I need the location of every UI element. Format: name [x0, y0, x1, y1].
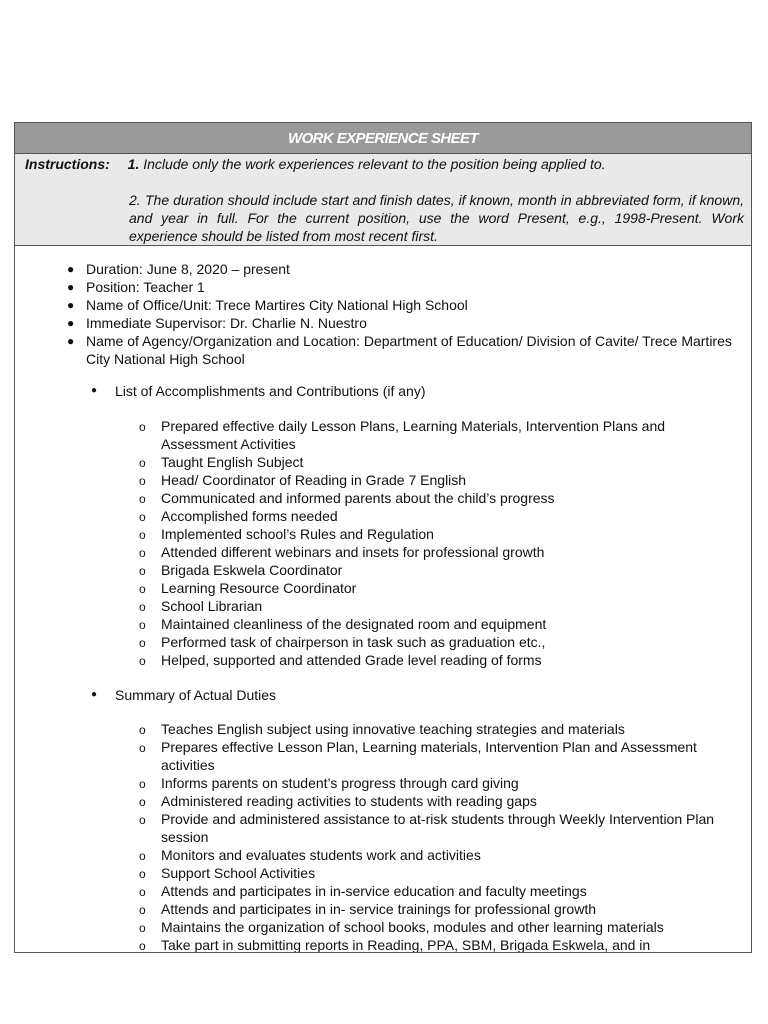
- detail-text: Name of Agency/Organization and Location: Department of Education/ Division of Cavite/ Trece Martires City National High School: [86, 333, 732, 367]
- list-item-text: Administered reading activities to students with reading gaps: [161, 793, 537, 809]
- bullet-icon: ●: [67, 280, 75, 294]
- circle-bullet-icon: o: [139, 849, 146, 863]
- accomplishments-heading: [15, 382, 751, 400]
- list-item: [15, 882, 751, 900]
- detail-duration: [15, 260, 751, 278]
- duties-list: [15, 720, 751, 953]
- instruction-1-text: Include only the work experiences relevant to the position being applied to.: [143, 156, 606, 172]
- circle-bullet-icon: o: [139, 795, 146, 809]
- circle-bullet-icon: o: [139, 903, 146, 917]
- list-item-text: Performed task of chairperson in task such as graduation etc.,: [161, 634, 546, 650]
- detail-text: Duration: June 8, 2020 – present: [86, 261, 290, 277]
- list-item-text: Monitors and evaluates students work and activities: [161, 847, 481, 863]
- circle-bullet-icon: o: [139, 885, 146, 899]
- list-item: [15, 846, 751, 864]
- detail-supervisor: [15, 314, 751, 332]
- duties-heading-text: Summary of Actual Duties: [115, 687, 277, 703]
- circle-bullet-icon: o: [139, 492, 146, 506]
- list-item-text: Maintains the organization of school books, modules and other learning materials: [161, 919, 664, 935]
- bullet-icon: ●: [91, 385, 98, 396]
- circle-bullet-icon: o: [139, 939, 146, 953]
- detail-agency: [15, 332, 751, 368]
- list-item: [15, 792, 751, 810]
- detail-text: Position: Teacher 1: [86, 279, 205, 295]
- circle-bullet-icon: o: [139, 564, 146, 578]
- bullet-icon: ●: [91, 689, 98, 700]
- list-item-text: Attends and participates in in- service trainings for professional growth: [161, 901, 596, 917]
- circle-bullet-icon: o: [139, 654, 146, 668]
- instruction-1: [25, 155, 606, 173]
- circle-bullet-icon: o: [139, 420, 146, 434]
- circle-bullet-icon: o: [139, 618, 146, 632]
- circle-bullet-icon: o: [139, 921, 146, 935]
- instruction-2-number: 2.: [129, 192, 141, 208]
- circle-bullet-icon: o: [139, 510, 146, 524]
- list-item-text: Learning Resource Coordinator: [161, 580, 357, 596]
- list-item: [15, 864, 751, 882]
- detail-position: [15, 278, 751, 296]
- list-item-text: Prepared effective daily Lesson Plans, Learning Materials, Intervention Plans and Assessment Activities: [161, 418, 666, 452]
- list-item-text: Implemented school’s Rules and Regulation: [161, 526, 434, 542]
- list-item: [15, 615, 751, 633]
- circle-bullet-icon: o: [139, 723, 146, 737]
- circle-bullet-icon: o: [139, 456, 146, 470]
- list-item: [15, 918, 751, 936]
- list-item: [15, 720, 751, 738]
- circle-bullet-icon: o: [139, 777, 146, 791]
- list-item: [15, 738, 751, 774]
- instruction-1-number: 1.: [127, 156, 140, 172]
- list-item-text: Teaches English subject using innovative teaching strategies and materials: [161, 721, 625, 737]
- list-item-text: Attended different webinars and insets for professional growth: [161, 544, 545, 560]
- list-item-text: Prepares effective Lesson Plan, Learning materials, Intervention Plan and Assessment activities: [161, 739, 697, 773]
- circle-bullet-icon: o: [139, 636, 146, 650]
- list-item: [15, 810, 751, 846]
- list-item: [15, 900, 751, 918]
- list-item-text: Accomplished forms needed: [161, 508, 338, 524]
- detail-text: Immediate Supervisor: Dr. Charlie N. Nuestro: [86, 315, 367, 331]
- list-item-text: Taught English Subject: [161, 454, 304, 470]
- accomplishments-list: [15, 417, 751, 669]
- list-item: [15, 507, 751, 525]
- instructions-box: [15, 154, 751, 246]
- list-item: [15, 453, 751, 471]
- bullet-icon: ●: [67, 262, 75, 276]
- list-item-text: Informs parents on student’s progress through card giving: [161, 775, 519, 791]
- list-item-text: Maintained cleanliness of the designated room and equipment: [161, 616, 547, 632]
- list-item-text: Helped, supported and attended Grade level reading of forms: [161, 652, 542, 668]
- list-item: [15, 561, 751, 579]
- list-item-text: School Librarian: [161, 598, 263, 614]
- list-item-text: Take part in submitting reports in Reading, PPA, SBM, Brigada Eskwela, and in: [161, 937, 651, 953]
- list-item: [15, 936, 751, 953]
- list-item-text: Head/ Coordinator of Reading in Grade 7 English: [161, 472, 467, 488]
- list-item: [15, 633, 751, 651]
- circle-bullet-icon: o: [139, 867, 146, 881]
- list-item-text: Support School Activities: [161, 865, 316, 881]
- circle-bullet-icon: o: [139, 528, 146, 542]
- instruction-2-text: The duration should include start and finish dates, if known, month in abbreviated form, if known, and year in full. For the current position, use the word Present, e.g., 1998-Present. Work experience should be listed from most recent first.: [129, 192, 744, 244]
- work-experience-sheet: [14, 122, 752, 953]
- accomplishments-heading-text: List of Accomplishments and Contributions (if any): [115, 383, 426, 399]
- circle-bullet-icon: o: [139, 474, 146, 488]
- list-item-text: Attends and participates in in-service education and faculty meetings: [161, 883, 587, 899]
- circle-bullet-icon: o: [139, 546, 146, 560]
- list-item: [15, 597, 751, 615]
- circle-bullet-icon: o: [139, 741, 146, 755]
- list-item: [15, 774, 751, 792]
- list-item-text: Brigada Eskwela Coordinator: [161, 562, 343, 578]
- sheet-title: WORK EXPERIENCE SHEET: [15, 123, 751, 154]
- bullet-icon: ●: [67, 334, 75, 348]
- list-item: [15, 417, 751, 453]
- instructions-label: Instructions:: [25, 156, 110, 172]
- circle-bullet-icon: o: [139, 600, 146, 614]
- position-details-list: [15, 260, 751, 368]
- list-item-text: Provide and administered assistance to at-risk students through Weekly Intervention Plan session: [161, 811, 715, 845]
- list-item: [15, 579, 751, 597]
- list-item: [15, 651, 751, 669]
- list-item: [15, 489, 751, 507]
- instruction-2: [129, 191, 744, 245]
- list-item: [15, 471, 751, 489]
- circle-bullet-icon: o: [139, 813, 146, 827]
- bullet-icon: ●: [67, 316, 75, 330]
- bullet-icon: ●: [67, 298, 75, 312]
- duties-heading: [15, 686, 751, 704]
- list-item: [15, 525, 751, 543]
- list-item-text: Communicated and informed parents about the child’s progress: [161, 490, 555, 506]
- detail-text: Name of Office/Unit: Trece Martires City National High School: [86, 297, 468, 313]
- detail-office: [15, 296, 751, 314]
- list-item: [15, 543, 751, 561]
- circle-bullet-icon: o: [139, 582, 146, 596]
